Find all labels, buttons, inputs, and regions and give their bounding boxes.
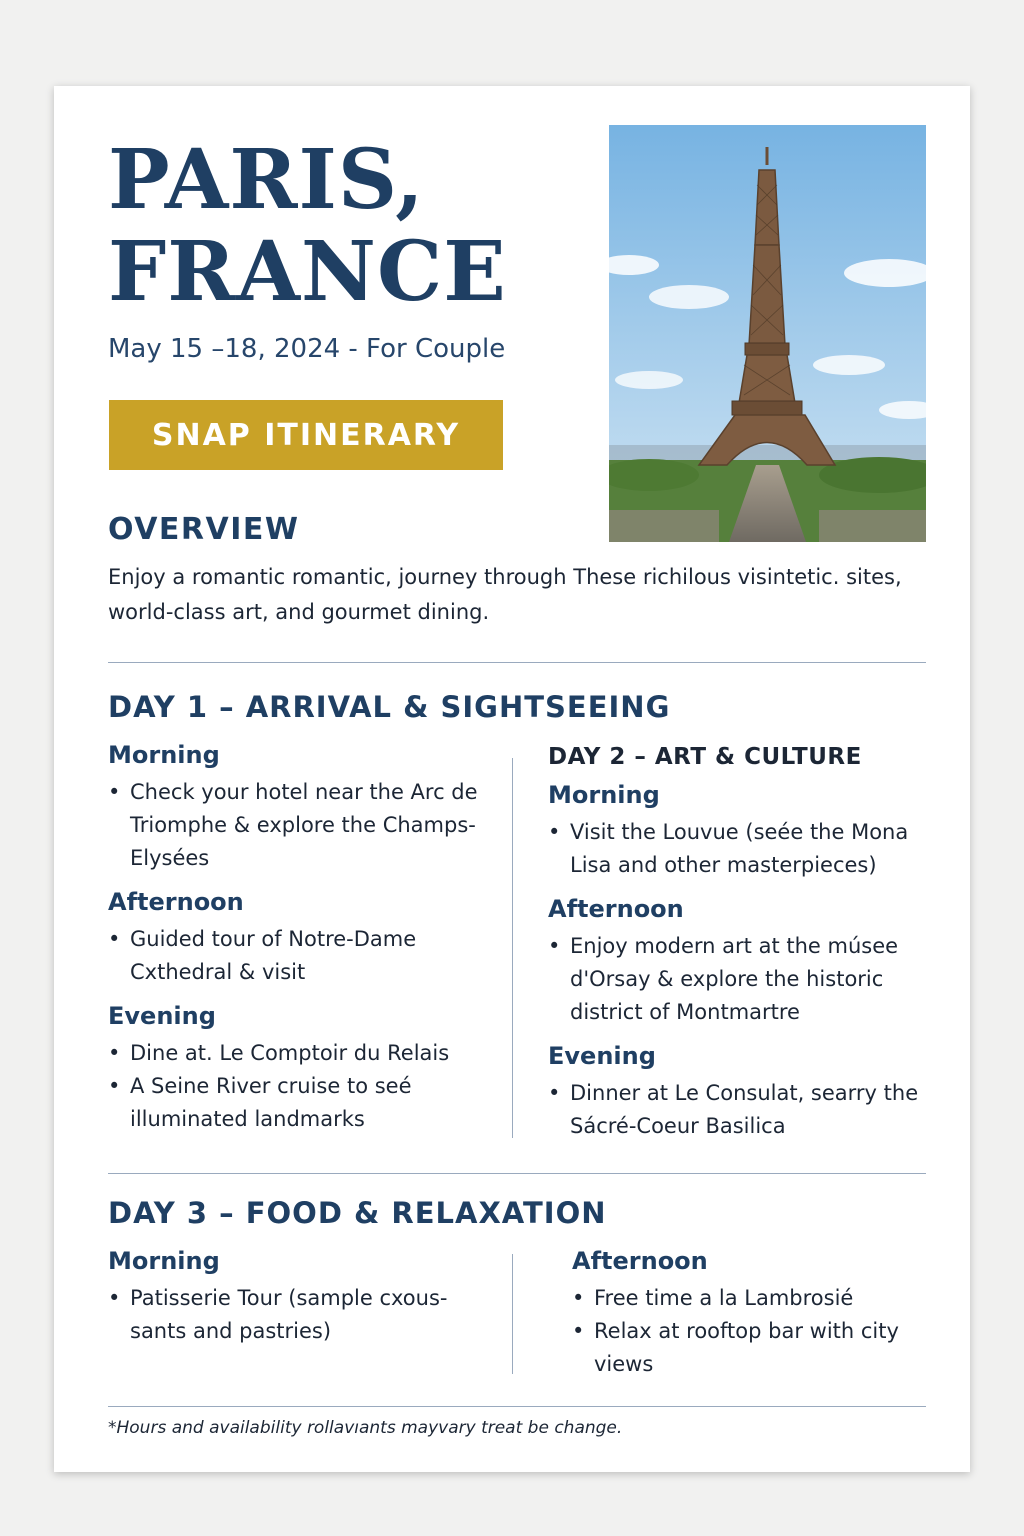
- day3-morning-column: [108, 1246, 488, 1360]
- snap-itinerary-button[interactable]: SNAP ITINERARY: [109, 400, 503, 470]
- day2-morning-list: [548, 816, 938, 882]
- list-item: • Dine at. Le Comptoir du Relais: [130, 1037, 508, 1070]
- day1-morning-list: [108, 776, 508, 875]
- column-divider: [512, 1254, 513, 1374]
- list-item: • Guided tour of Notre-Dame Cxthedral & visit: [130, 923, 508, 989]
- day1-evening-list: [108, 1037, 508, 1136]
- list-item: • A Seine River cruise to seé illuminated landmarks: [130, 1070, 508, 1136]
- day1-evening-label: Evening: [108, 1002, 216, 1030]
- itinerary-sheet: [54, 86, 970, 1472]
- divider: [108, 1173, 926, 1174]
- list-item: • Visit the Louvue (seée the Mona Lisa and other masterpieces): [570, 816, 938, 882]
- day2-afternoon-list: [548, 930, 938, 1029]
- day1-column: [108, 740, 508, 1148]
- page-title: [108, 134, 507, 318]
- trip-dates: May 15 –18, 2024 - For Couple: [108, 334, 506, 364]
- day3-afternoon-label: Afternoon: [572, 1247, 708, 1275]
- day3-afternoon-column: [572, 1246, 912, 1393]
- divider: [108, 662, 926, 663]
- day3-morning-list: [108, 1282, 488, 1348]
- day1-heading: DAY 1 – ARRIVAL & SIGHTSEEING: [108, 690, 671, 724]
- day2-evening-list: [548, 1077, 938, 1143]
- list-item: • Enjoy modern art at the músee d'Orsay & explore the historic district of Montmartre: [570, 930, 938, 1029]
- list-item: • Check your hotel near the Arc de Triomphe & explore the Champs-Elysées: [130, 776, 508, 875]
- list-item: • Dinner at Le Consulat, searry the Sácré-Coeur Basilica: [570, 1077, 938, 1143]
- eiffel-tower-photo: [609, 125, 926, 542]
- list-item: • Patisserie Tour (sample cxous-sants and pastries): [130, 1282, 488, 1348]
- day1-afternoon-label: Afternoon: [108, 888, 244, 916]
- column-divider: [512, 758, 513, 1138]
- footnote: *Hours and availability rollavıants mayvary treat be change.: [108, 1418, 623, 1438]
- day2-column: [548, 744, 938, 1155]
- list-item: • Relax at rooftop bar with city views: [594, 1315, 912, 1381]
- title-line-1: PARIS,: [108, 132, 425, 228]
- divider: [108, 1406, 926, 1407]
- day1-afternoon-list: [108, 923, 508, 989]
- overview-text: Enjoy a romantic romantic, journey through These richilous visintetic. sites, world-class art, and gourmet dining.: [108, 565, 902, 624]
- overview-heading: OVERVIEW: [108, 512, 300, 547]
- title-line-2: FRANCE: [108, 224, 507, 320]
- day2-afternoon-label: Afternoon: [548, 895, 684, 923]
- day3-afternoon-list: [572, 1282, 912, 1381]
- list-item: • Free time a la Lambrosié: [594, 1282, 912, 1315]
- day1-morning-label: Morning: [108, 741, 220, 769]
- day2-morning-label: Morning: [548, 781, 660, 809]
- day2-heading: DAY 2 – ART & CULTURE: [548, 744, 862, 770]
- day3-heading: DAY 3 – FOOD & RELAXATION: [108, 1196, 607, 1230]
- day3-morning-label: Morning: [108, 1247, 220, 1275]
- day2-evening-label: Evening: [548, 1042, 656, 1070]
